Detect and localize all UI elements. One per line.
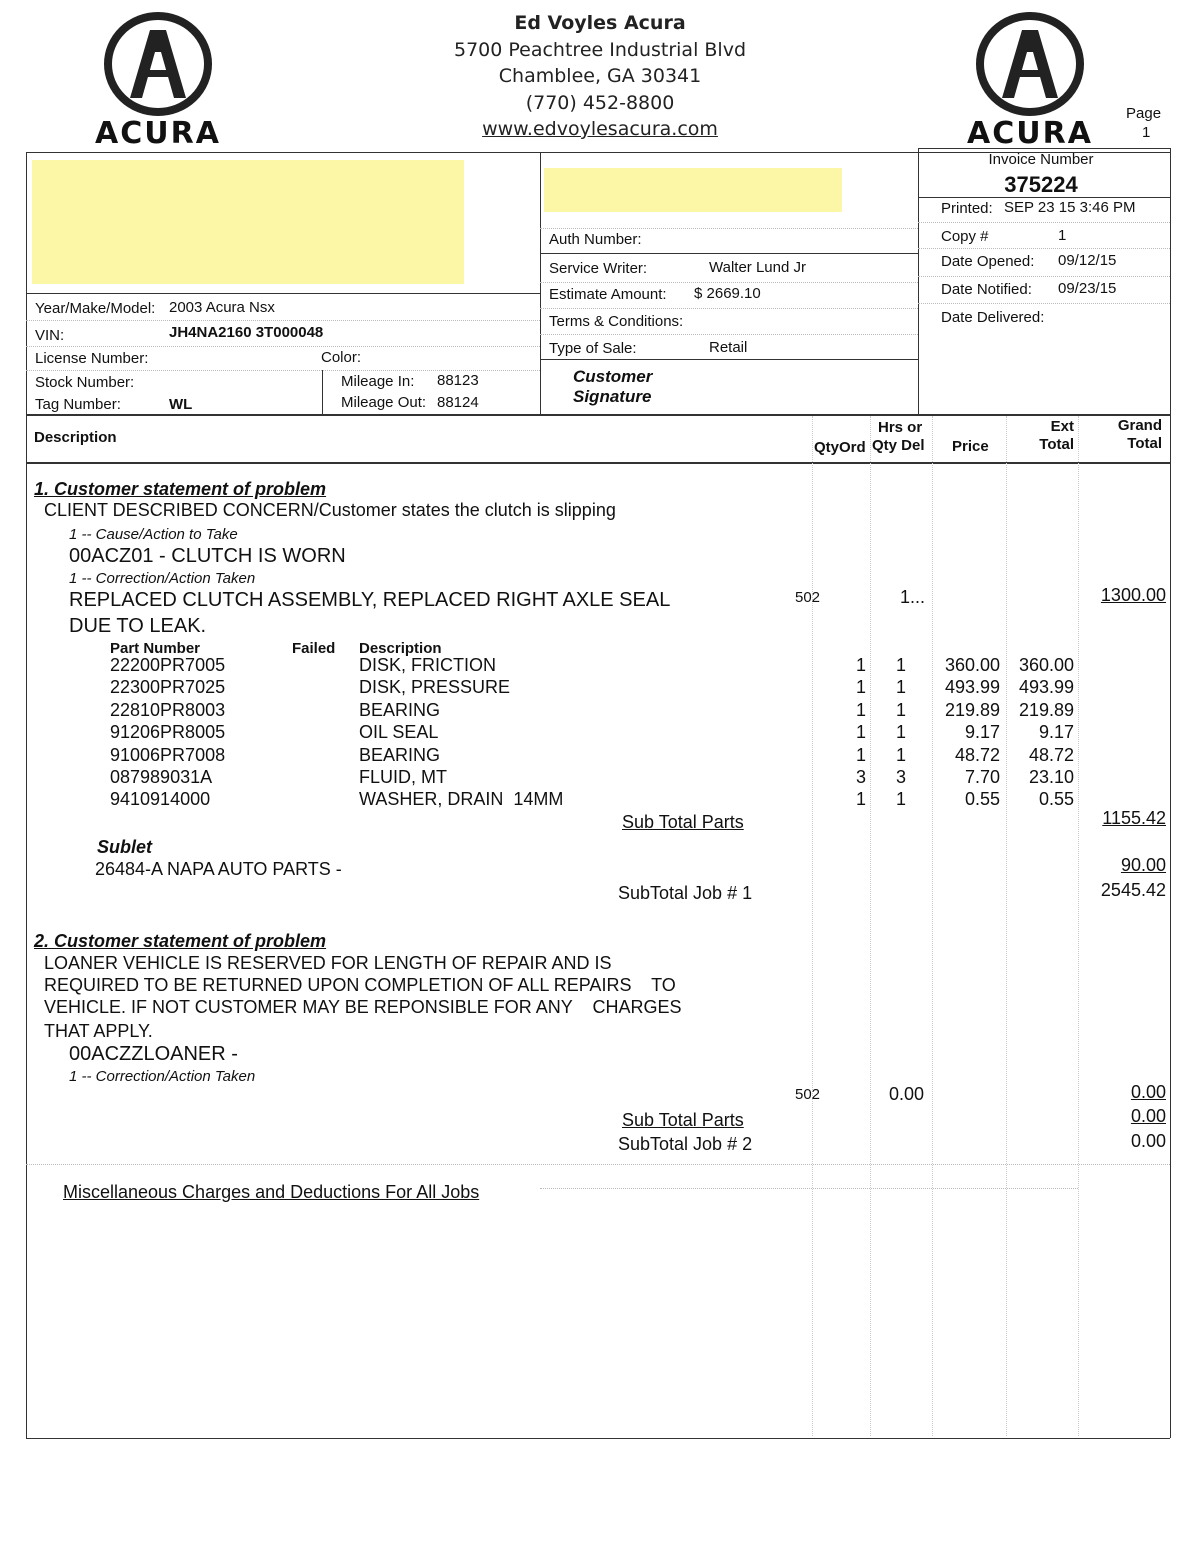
job1-correction-l2: DUE TO LEAK. <box>69 615 207 637</box>
job1-correction-label: 1 -- Correction/Action Taken <box>69 570 256 587</box>
col-hrs-or: Hrs or <box>878 419 923 436</box>
part-price: 7.70 <box>964 767 1000 787</box>
ymm-value: 2003 Acura Nsx <box>169 299 275 316</box>
col-grand: Grand <box>1117 417 1162 434</box>
acura-logo-right <box>955 12 1105 151</box>
job2-labor-total: 0.00 <box>1130 1082 1166 1102</box>
job1-hours: 1... <box>900 587 926 607</box>
service-writer: Walter Lund Jr <box>709 259 806 276</box>
part-price: 48.72 <box>954 744 1000 765</box>
acura-emblem-icon <box>104 12 212 116</box>
part-price: 0.55 <box>964 789 1000 810</box>
signature-label-2: Signature <box>573 387 652 406</box>
redacted-ro-number <box>544 168 842 212</box>
part-price: 493.99 <box>944 677 1000 698</box>
job2-concern-l2: REQUIRED TO BE RETURNED UPON COMPLETION OF ALL REPAIRS TO <box>44 975 676 995</box>
section-guide <box>26 1164 1170 1165</box>
part-qty-delivered: 1 <box>895 789 906 810</box>
date-opened: 09/12/15 <box>1058 252 1117 269</box>
job2-code: 00ACZZLOANER - <box>69 1043 238 1065</box>
copy-number: 1 <box>1058 227 1067 244</box>
service-guide <box>540 308 918 309</box>
part-qty-ordered: 1 <box>855 789 866 810</box>
job1-subtotal-job: 2545.42 <box>1100 880 1166 900</box>
invoice-guide <box>918 276 1170 277</box>
col-description: Description <box>34 429 117 446</box>
acura-emblem-icon <box>976 12 1084 116</box>
header-top-rule <box>26 414 1170 416</box>
job1-cause-label: 1 -- Cause/Action to Take <box>69 526 238 543</box>
part-ext-total: 360.00 <box>1018 655 1074 675</box>
sale-type-label: Type of Sale: <box>549 340 637 357</box>
job2-correction-label: 1 -- Correction/Action Taken <box>69 1068 256 1085</box>
part-number: 22200PR7005 <box>110 655 226 675</box>
col-price: Price <box>952 438 989 455</box>
dealer-address: 5700 Peachtree Industrial Blvd <box>453 38 747 61</box>
terms-label: Terms & Conditions: <box>549 313 684 330</box>
vehicle-top-rule <box>26 293 540 294</box>
invoice-guide <box>918 303 1170 304</box>
vehicle-guide <box>26 346 540 347</box>
part-number: 9410914000 <box>110 789 211 810</box>
job1-tech: 502 <box>795 589 821 606</box>
printed-label: Printed: <box>941 200 993 217</box>
part-number: 91006PR7008 <box>110 744 226 765</box>
job1-labor-total: 1300.00 <box>1100 585 1166 605</box>
job1-correction-l1: REPLACED CLUTCH ASSEMBLY, REPLACED RIGHT AXLE SEAL <box>69 589 671 611</box>
ymm-label: Year/Make/Model: <box>35 300 156 317</box>
col-ext: Ext <box>1050 418 1074 435</box>
left-border <box>26 152 27 1438</box>
job1-subtotal-job-label: SubTotal Job # 1 <box>618 883 753 903</box>
part-qty-delivered: 1 <box>895 744 906 765</box>
estimate-amount: $ 2669.10 <box>694 285 761 302</box>
part-qty-ordered: 1 <box>855 722 866 743</box>
part-qty-delivered: 1 <box>895 722 906 743</box>
parts-header-failed: Failed <box>292 640 336 657</box>
mid-divider <box>540 152 541 414</box>
job1-sublet: 26484-A NAPA AUTO PARTS - <box>95 859 342 879</box>
dealer-phone: (770) 452-8800 <box>525 91 675 114</box>
estimate-label: Estimate Amount: <box>549 286 667 303</box>
invoice-number-label: Invoice Number <box>988 151 1094 168</box>
part-qty-ordered: 1 <box>855 655 866 675</box>
page-label: Page <box>1126 105 1162 122</box>
part-description: BEARING <box>359 699 441 720</box>
job2-concern-l4: THAT APPLY. <box>44 1021 153 1041</box>
mileage-in-label: Mileage In: <box>341 373 415 390</box>
job2-hours: 0.00 <box>889 1084 925 1104</box>
job1-subtotal-parts: 1155.42 <box>1102 808 1166 828</box>
signature-label-1: Customer <box>573 367 653 386</box>
col-guide <box>870 416 871 1436</box>
job1-subtotal-parts-label: Sub Total Parts <box>622 812 744 832</box>
job2-subtotal-job: 0.00 <box>1130 1131 1166 1151</box>
col-grand-total: Total <box>1127 435 1162 452</box>
page-number: 1 <box>1142 124 1151 141</box>
dealer-city: Chamblee, GA 30341 <box>498 65 702 87</box>
right-border <box>1170 148 1171 1438</box>
acura-wordmark: ACURA <box>95 116 221 151</box>
part-description: WASHER, DRAIN 14MM <box>359 789 564 810</box>
part-qty-ordered: 1 <box>855 699 866 720</box>
part-description: DISK, PRESSURE <box>359 677 511 698</box>
redacted-customer-info <box>32 160 464 284</box>
acura-logo-left <box>83 12 233 151</box>
job1-sublet-total: 90.00 <box>1120 855 1166 875</box>
acura-wordmark: ACURA <box>967 116 1093 151</box>
date-delivered-label: Date Delivered: <box>941 309 1045 326</box>
part-description: DISK, FRICTION <box>359 655 497 675</box>
invoice-guide <box>918 222 1170 223</box>
mileage-out: 88124 <box>437 394 479 411</box>
part-qty-ordered: 1 <box>855 744 866 765</box>
auth-number-label: Auth Number: <box>549 231 642 248</box>
service-rule-1 <box>540 253 918 254</box>
part-ext-total: 48.72 <box>1028 744 1074 765</box>
part-qty-ordered: 1 <box>855 677 866 698</box>
part-description: OIL SEAL <box>359 722 439 743</box>
part-qty-ordered: 3 <box>855 767 866 787</box>
service-writer-label: Service Writer: <box>549 260 648 277</box>
col-qtyord: QtyOrd <box>814 439 866 456</box>
part-description: FLUID, MT <box>359 767 447 787</box>
invoice-guide <box>918 248 1170 249</box>
col-guide <box>812 416 813 1436</box>
vin-label: VIN: <box>35 327 65 344</box>
job2-subtotal-parts-label: Sub Total Parts <box>622 1110 744 1130</box>
service-guide <box>540 228 918 229</box>
part-ext-total: 0.55 <box>1038 789 1074 810</box>
col-guide <box>1006 416 1007 1436</box>
job2-tech: 502 <box>795 1086 821 1103</box>
invoice-number: 375224 <box>1004 172 1078 197</box>
vehicle-guide <box>26 320 540 321</box>
date-notified: 09/23/15 <box>1058 280 1117 297</box>
stock-label: Stock Number: <box>35 374 135 391</box>
parts-header-desc: Description <box>359 640 442 657</box>
dealer-header <box>400 10 800 143</box>
part-description: BEARING <box>359 744 441 765</box>
part-number: 22810PR8003 <box>110 699 226 720</box>
vehicle-guide <box>26 370 540 371</box>
misc-guide <box>540 1188 1078 1189</box>
printed-date: SEP 23 15 3:46 PM <box>1004 199 1136 216</box>
vin-value: JH4NA2160 3T000048 <box>169 324 324 341</box>
part-qty-delivered: 1 <box>895 677 906 698</box>
service-guide <box>540 334 918 335</box>
tag-value: WL <box>169 396 193 413</box>
part-ext-total: 219.89 <box>1018 699 1074 720</box>
job1-cause: 00ACZ01 - CLUTCH IS WORN <box>69 545 346 567</box>
part-qty-delivered: 1 <box>895 699 906 720</box>
service-rule-2 <box>540 359 918 360</box>
copy-label: Copy # <box>941 228 989 245</box>
tag-label: Tag Number: <box>35 396 121 413</box>
mileage-in: 88123 <box>437 372 479 389</box>
part-ext-total: 23.10 <box>1028 767 1074 787</box>
part-ext-total: 493.99 <box>1018 677 1074 698</box>
job2-subtotal-parts: 0.00 <box>1130 1106 1166 1126</box>
job1-sublet-label: Sublet <box>97 837 153 857</box>
bottom-border <box>26 1438 1170 1439</box>
header-bottom-rule <box>26 462 1170 464</box>
sale-type: Retail <box>709 339 748 356</box>
job2-heading: 2. Customer statement of problem <box>34 931 327 951</box>
license-label: License Number: <box>35 350 149 367</box>
part-price: 9.17 <box>964 722 1000 743</box>
date-opened-label: Date Opened: <box>941 253 1035 270</box>
color-label: Color: <box>321 349 362 366</box>
part-number: 087989031A <box>110 767 213 787</box>
job1-concern: CLIENT DESCRIBED CONCERN/Customer states the clutch is slipping <box>44 500 616 520</box>
part-qty-delivered: 3 <box>895 767 906 787</box>
part-qty-delivered: 1 <box>895 655 906 675</box>
parts-header-part: Part Number <box>110 640 201 657</box>
part-price: 360.00 <box>944 655 1000 675</box>
dealer-name: Ed Voyles Acura <box>514 12 686 34</box>
part-number: 91206PR8005 <box>110 722 226 743</box>
job1-heading: 1. Customer statement of problem <box>34 479 327 499</box>
invoice-top <box>918 148 1170 149</box>
job2-concern-l1: LOANER VEHICLE IS RESERVED FOR LENGTH OF REPAIR AND IS <box>44 953 612 973</box>
service-guide <box>540 282 918 283</box>
misc-charges-label: Miscellaneous Charges and Deductions For All Jobs <box>63 1182 480 1202</box>
col-ext-total: Total <box>1039 436 1074 453</box>
job2-subtotal-job-label: SubTotal Job # 2 <box>618 1134 753 1154</box>
mileage-out-label: Mileage Out: <box>341 394 427 411</box>
part-number: 22300PR7025 <box>110 677 226 698</box>
date-notified-label: Date Notified: <box>941 281 1032 298</box>
col-guide <box>932 416 933 1436</box>
dealer-website[interactable]: www.edvoylesacura.com <box>482 118 718 140</box>
vehicle-col-divider <box>322 370 323 414</box>
part-price: 219.89 <box>944 699 1000 720</box>
part-ext-total: 9.17 <box>1038 722 1074 743</box>
col-guide <box>1078 416 1079 1436</box>
job2-concern-l3: VEHICLE. IF NOT CUSTOMER MAY BE REPONSIBLE FOR ANY CHARGES <box>44 997 682 1017</box>
col-qtydel: Qty Del <box>872 437 925 454</box>
